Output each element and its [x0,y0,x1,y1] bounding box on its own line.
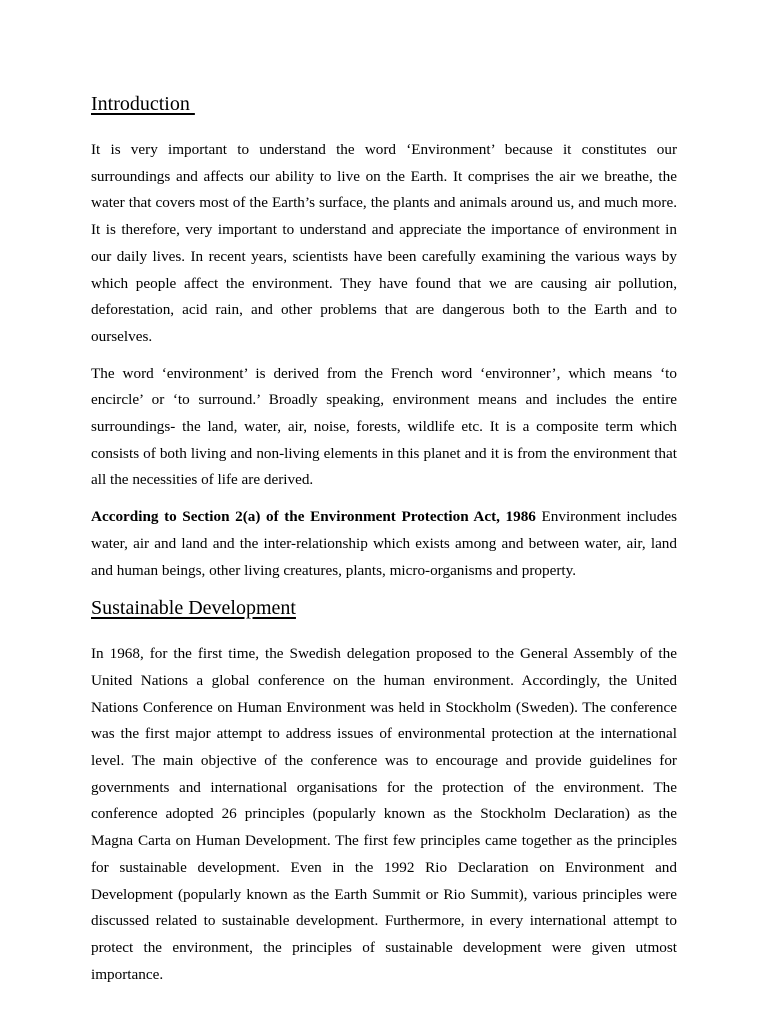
legal-definition-text: Environment includes water, air and land and the inter-relationship which exists among and between water, air, land and human beings, other living creatures, plants, micro-organisms and property. [91,508,677,579]
sustainable-development-heading: Sustainable Development [91,597,296,620]
intro-paragraph-2: The word ‘environment’ is derived from the French word ‘environner’, which means ‘to encircle’ or ‘to surround.’ Broadly speaking, environment means and includes the entire surroundings- the land, water, air, noise, forests, wildlife etc. It is a composite term which consists of both living and non-living elements in this planet and it is from the environment that all the necessities of life are derived. [91,364,677,489]
intro-paragraph-1: It is very important to understand the word ‘Environment’ because it constitutes our surroundings and affects our ability to live on the Earth. It comprises the air we breathe, the water that covers most of the Earth’s surface, the plants and animals around us, and much more. It is therefore, very important to understand and appreciate the importance of environment in our daily lives. In recent years, scientists have been carefully examining the various ways by which people affect the environment. They have found that we are causing air pollution, deforestation, acid rain, and other problems that are dangerous both to the Earth and to ourselves. [91,141,677,345]
legal-definition-paragraph [91,504,677,584]
sustainable-development-paragraph: In 1968, for the first time, the Swedish delegation proposed to the General Assembly of the United Nations a global conference on the human environment. Accordingly, the United Nations Conference on Human Environment was held in Stockholm (Sweden). The conference was the first major attempt to address issues of environmental protection at the international level. The main objective of the conference was to encourage and provide guidelines for governments and international organisations for the protection of the environment. The conference adopted 26 principles (popularly known as the Stockholm Declaration) as the Magna Carta on Human Development. The first few principles came together as the principles for sustainable development. Even in the 1992 Rio Declaration on Environment and Development (popularly known as the Earth Summit or Rio Summit), various principles were discussed related to sustainable development. Furthermore, in every international attempt to protect the environment, the principles of sustainable development were given utmost importance. [91,645,677,983]
legal-citation: According to Section 2(a) of the Environment Protection Act, 1986 [91,508,536,526]
introduction-heading: Introduction [91,93,195,115]
document-page [91,90,677,998]
